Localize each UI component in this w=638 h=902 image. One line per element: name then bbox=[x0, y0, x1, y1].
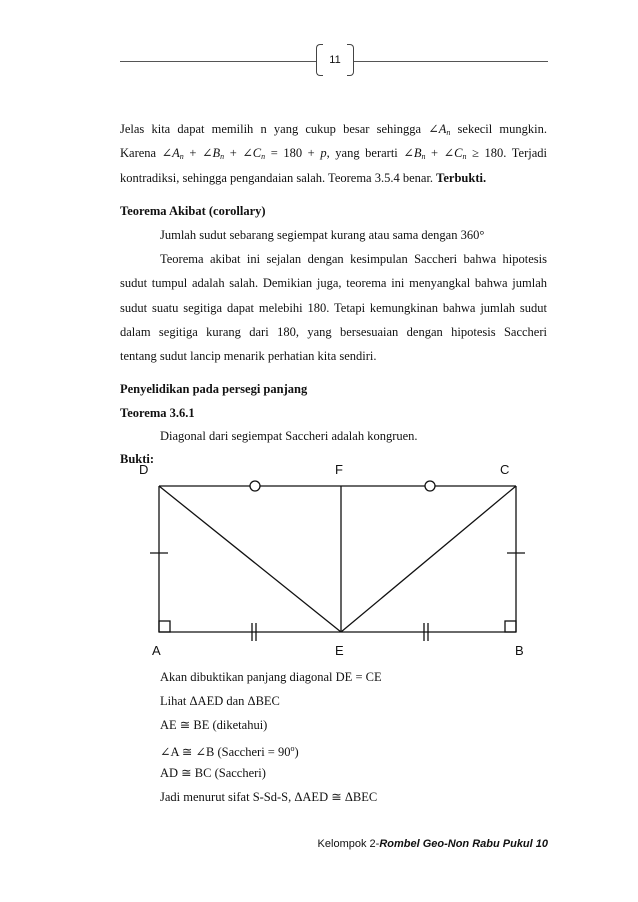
circle-mark-FC bbox=[425, 481, 435, 491]
corollary-line1: Teorema akibat ini sejalan dengan kesimpulan Saccheri bahwa hipotesis bbox=[160, 252, 547, 266]
diagonal-DE bbox=[159, 486, 341, 632]
proof-step-3: AE ≅ BE (diketahui) bbox=[160, 718, 268, 732]
label-A: A bbox=[152, 643, 161, 658]
label-E: E bbox=[335, 643, 344, 658]
proof-step-5: AD ≅ BC (Saccheri) bbox=[160, 766, 266, 780]
corollary-heading: Teorema Akibat (corollary) bbox=[120, 204, 266, 218]
label-B: B bbox=[515, 643, 524, 658]
diagonal-CE bbox=[341, 486, 516, 632]
page-number: 11 bbox=[329, 54, 341, 66]
label-F: F bbox=[335, 462, 343, 477]
corollary-statement: Jumlah sudut sebarang segiempat kurang atau sama dengan 360° bbox=[160, 228, 485, 242]
right-angle-B bbox=[505, 621, 516, 632]
proof-step-6: Jadi menurut sifat S-Sd-S, ΔAED ≅ ΔBEC bbox=[160, 790, 378, 804]
paragraph1-line3: kontradiksi, sehingga pengandaian salah. Teorema 3.5.4 benar. Terbukti. bbox=[120, 171, 487, 185]
corollary-line3: sudut suatu segitiga dapat melebihi 180. Tetapi kemungkinan bahwa jumlah sudut bbox=[120, 301, 547, 315]
proof-step-2: Lihat ΔAED dan ΔBEC bbox=[160, 694, 280, 708]
label-C: C bbox=[500, 462, 510, 477]
section-heading: Penyelidikan pada persegi panjang bbox=[120, 382, 308, 396]
corollary-line2: sudut tumpul adalah salah. Demikian juga, teorema ini menyangkal bahwa jumlah bbox=[120, 276, 547, 290]
paragraph1-line2: Karena $\angle A_n$ + $\angle B_n$ + $\angle C_n = 180 + p$, yang berarti $\angle B_n$ + $\angle C_n \ge 180$. Terjadi bbox=[120, 146, 547, 161]
corollary-line4: dalam segitiga kurang dari 180, yang bersesuaian dengan hipotesis Saccheri bbox=[120, 325, 547, 339]
right-angle-A bbox=[159, 621, 170, 632]
label-D: D bbox=[139, 462, 149, 477]
paragraph1-line1: Jelas kita dapat memilih n yang cukup besar sehingga $\angle A_n$ sekecil mungkin. bbox=[120, 122, 547, 137]
proof-step-4: ∠A ≅ ∠B (Saccheri = $90^o$) bbox=[160, 744, 299, 760]
page-footer: Kelompok 2-Rombel Geo-Non Rabu Pukul 10 bbox=[317, 838, 548, 850]
theorem-number: Teorema 3.6.1 bbox=[120, 406, 195, 420]
theorem-statement: Diagonal dari segiempat Saccheri adalah kongruen. bbox=[160, 429, 418, 443]
circle-mark-DF bbox=[250, 481, 260, 491]
proof-step-1: Akan dibuktikan panjang diagonal DE = CE bbox=[160, 670, 382, 684]
proof-label: Bukti: bbox=[120, 452, 155, 466]
corollary-line5: tentang sudut lancip menarik perhatian kita sendiri. bbox=[120, 349, 377, 363]
